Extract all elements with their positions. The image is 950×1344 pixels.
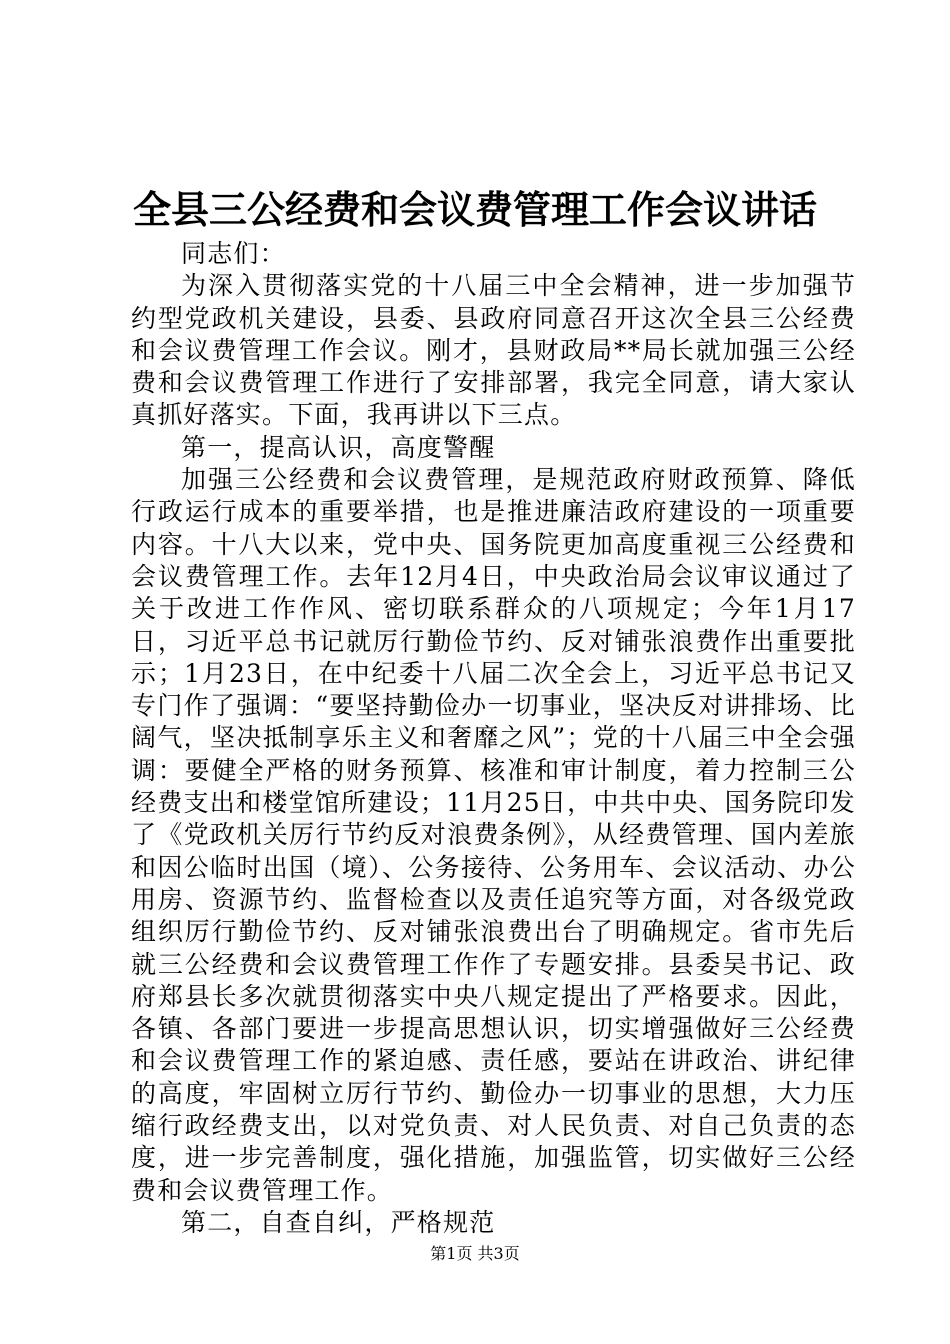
paragraph-section-1: 加强三公经费和会议费管理，是规范政府财政预算、降低行政运行成本的重要举措，也是推进廉洁政府建设的一项重要内容。十八大以来，党中央、国务院更加高度重视三公经费和会议费管理工作。去年12月4日，中央政治局会议审议通过了关于改进工作作风、密切联系群众的八项规定；今年1月17日，习近平总书记就厉行勤俭节约、反对铺张浪费作出重要批示；1月23日，在中纪委十八届二次全会上，习近平总书记又专门作了强调：“要坚持勤俭办一切事业，坚决反对讲排场、比阔气，坚决抵制享乐主义和奢靡之风”；党的十八届三中全会强调：要健全严格的财务预算、核准和审计制度，着力控制三公经费支出和楼堂馆所建设；11月25日，中共中央、国务院印发了《党政机关厉行节约反对浪费条例》，从经费管理、国内差旅和因公临时出国（境）、公务接待、公务用车、会议活动、办公用房、资源节约、监督检查以及责任追究等方面，对各级党政组织厉行勤俭节约、反对铺张浪费出台了明确规定。省市先后就三公经费和会议费管理工作作了专题安排。县委吴书记、政府郑县长多次就贯彻落实中央八规定提出了严格要求。因此，各镇、各部门要进一步提高思想认识，切实增强做好三公经费和会议费管理工作的紧迫感、责任感，要站在讲政治、讲纪律的高度，牢固树立厉行节约、勤俭办一切事业的思想，大力压缩行政经费支出，以对党负责、对人民负责、对自己负责的态度，进一步完善制度，强化措施，加强监管，切实做好三公经费和会议费管理工作。	[131, 465, 856, 1205]
section-heading-1: 第一，提高认识，高度警醒	[181, 432, 496, 462]
document-title: 全县三公经费和会议费管理工作会议讲话	[132, 187, 817, 232]
section-heading-2: 第二，自查自纠，严格规范	[181, 1207, 496, 1237]
document-body	[131, 238, 856, 1239]
paragraph-intro: 为深入贯彻落实党的十八届三中全会精神，进一步加强节约型党政机关建设，县委、县政府同意召开这次全县三公经费和会议费管理工作会议。刚才，县财政局**局长就加强三公经费和会议费管理工作进行了安排部署，我完全同意，请大家认真抓好落实。下面，我再讲以下三点。	[131, 271, 856, 430]
page-footer: 第1页 共3页	[430, 1244, 520, 1263]
greeting-line: 同志们：	[181, 239, 286, 268]
